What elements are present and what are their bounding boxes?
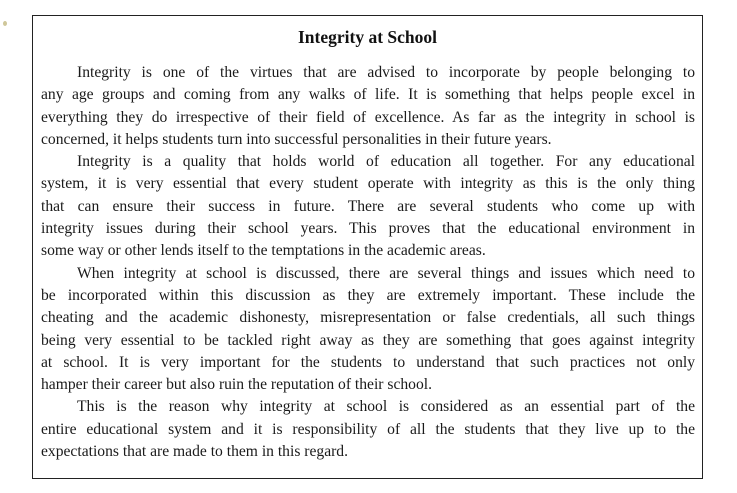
text-line: entire educational system and it is responsibility of all the students that they live up to the xyxy=(41,420,695,438)
document-body xyxy=(41,62,695,463)
text-line: integrity issues during their school years. This proves that the educational environment in xyxy=(41,220,695,238)
text-line: expectations that are made to them in this regard. xyxy=(41,443,349,461)
text-line: When integrity at school is discussed, there are several things and issues which need to xyxy=(77,264,695,282)
paragraph-3 xyxy=(41,263,695,397)
text-line: being very essential to be tackled right away as they are something that goes against integrity xyxy=(41,331,695,349)
document-frame xyxy=(32,15,703,479)
text-line: at school. It is very important for the students to understand that such practices not only xyxy=(41,353,695,371)
text-line: concerned, it helps students turn into successful personalities in their future years. xyxy=(41,130,552,148)
text-line: some way or other lends itself to the temptations in the academic areas. xyxy=(41,242,486,260)
text-line: system, it is very essential that every student operate with integrity as this is the only thing xyxy=(41,175,695,193)
text-line: be incorporated within this discussion as they are extremely important. These include the xyxy=(41,286,695,304)
text-line: that can ensure their success in future. There are several students who come up with xyxy=(41,197,695,215)
paragraph-2 xyxy=(41,151,695,262)
text-line: cheating and the academic dishonesty, misrepresentation or false credentials, all such things xyxy=(41,309,695,327)
text-line: Integrity is one of the virtues that are advised to incorporate by people belonging to xyxy=(77,64,695,81)
paragraph-4 xyxy=(41,396,695,463)
text-line: everything they do irrespective of their field of excellence. As far as the integrity in school is xyxy=(41,108,695,126)
document-title: Integrity at School xyxy=(297,27,438,47)
text-line: Integrity is a quality that holds world of education all together. For any educational xyxy=(77,153,695,171)
text-line: hamper their career but also ruin the reputation of their school. xyxy=(41,376,433,394)
text-line: This is the reason why integrity at school is considered as an essential part of the xyxy=(77,398,695,416)
paragraph-1 xyxy=(41,62,695,151)
text-line: any age groups and coming from any walks of life. It is something that helps people excel in xyxy=(41,86,695,104)
page-speck xyxy=(3,21,7,26)
